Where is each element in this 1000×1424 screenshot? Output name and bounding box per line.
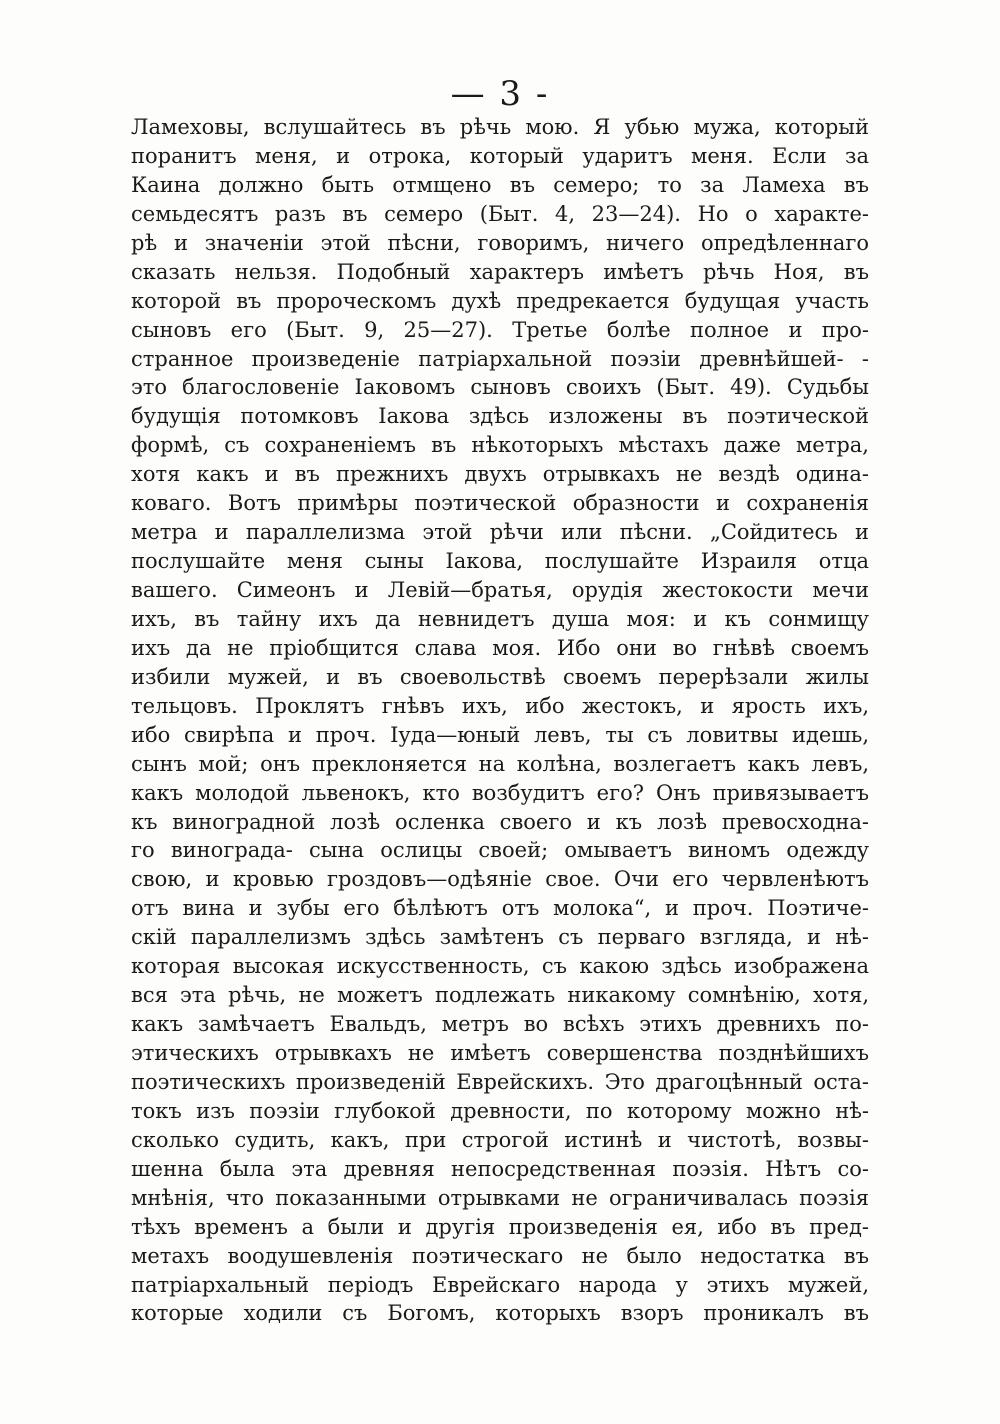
page-number: — 3 - — [450, 74, 550, 114]
text-line: вашего. Симеонъ и Левiй—братья, орудiя жестокости мечи — [131, 578, 869, 602]
text-line: отъ вина и зубы его бѣлѣютъ отъ молока“, и проч. Поэтиче- — [131, 896, 869, 921]
text-line: рѣ и значенiи этой пѣсни, говоримъ, ничего опредѣленнаго — [131, 230, 869, 255]
text-line: Каина должно быть отмщено въ семеро; то за Ламеха въ — [131, 172, 869, 197]
text-line: какъ замѣчаетъ Евальдъ, метръ во всѣхъ этихъ древнихъ по- — [131, 1012, 869, 1037]
text-line: семьдесятъ разъ въ семеро (Быт. 4, 23—24). Но о характе- — [131, 201, 869, 226]
text-line: го винограда- сына ослицы своей; омываетъ виномъ одежду — [131, 838, 869, 863]
text-line: вся эта рѣчь, не можетъ подлежать никакому сомнѣнiю, хотя, — [131, 983, 869, 1008]
text-line: это благословенiе Iаковомъ сыновъ своихъ (Быт. 49). Судьбы — [131, 375, 869, 400]
text-line: тельцовъ. Проклятъ гнѣвъ ихъ, ибо жестокъ, и ярость ихъ, — [131, 693, 869, 718]
text-line: сколько судить, какъ, при строгой истинѣ и чистотѣ, возвы- — [131, 1127, 869, 1152]
body-text — [131, 113, 869, 1328]
text-line: ихъ да не прiобщится слава моя. Ибо они во гнѣвѣ своемъ — [131, 635, 869, 660]
text-line: Ламеховы, вслушайтесь въ рѣчь мою. Я убью мужа, который — [131, 115, 869, 139]
text-line: скiй параллелизмъ здѣсь замѣтенъ съ перваго взгляда, и нѣ- — [131, 925, 869, 950]
text-line: которые ходили съ Богомъ, которыхъ взоръ проникалъ въ — [131, 1301, 869, 1326]
text-line: сказать нельзя. Подобный характеръ имѣетъ рѣчь Ноя, въ — [131, 259, 869, 284]
text-line: свою, и кровью гроздовъ—одѣянiе свое. Очи его червленѣютъ — [131, 867, 869, 892]
text-line: шенна была эта древняя непосредственная поэзiя. Нѣтъ со- — [131, 1156, 869, 1181]
text-line: какъ молодой львенокъ, кто возбудитъ его? Онъ привязываетъ — [131, 780, 869, 805]
text-line: которой въ пророческомъ духѣ предрекается будущая участь — [131, 288, 869, 313]
text-line: этическихъ отрывкахъ не имѣетъ совершенства позднѣйшихъ — [131, 1041, 869, 1065]
text-line: ибо свирѣпа и проч. Iуда—юный левъ, ты съ ловитвы идешь, — [131, 722, 869, 747]
text-line: сыновъ его (Быт. 9, 25—27). Третье болѣе полное и про- — [131, 317, 869, 342]
text-line: тѣхъ временъ а были и другiя произведенiя ея, ибо въ пред- — [131, 1214, 869, 1239]
text-line: формѣ, съ сохраненiемъ въ нѣкоторыхъ мѣстахъ даже метра, — [131, 433, 869, 458]
text-line: поэтическихъ произведенiй Еврейскихъ. Это драгоцѣнный оста- — [131, 1069, 869, 1094]
text-line: къ виноградной лозѣ осленка своего и къ лозѣ превосходна- — [131, 809, 869, 834]
text-line: странное произведенiе патрiархальной поэзiи древнѣйшей- - — [131, 346, 869, 371]
text-line: поранитъ меня, и отрока, который ударитъ меня. Если за — [131, 143, 869, 168]
text-line: метра и параллелизма этой рѣчи или пѣсни. „Сойдитесь и — [131, 520, 869, 545]
text-line: избили мужей, и въ своевольствѣ своемъ перерѣзали жилы — [131, 664, 869, 689]
text-line: патрiархальный перiодъ Еврейскаго народа у этихъ мужей, — [131, 1272, 869, 1297]
text-line: послушайте меня сыны Iакова, послушайте Израиля отца — [131, 549, 869, 574]
text-line: будущiя потомковъ Iакова здѣсь изложены въ поэтической — [131, 404, 869, 429]
text-line: коваго. Вотъ примѣры поэтической образности и сохраненiя — [131, 491, 869, 516]
text-line: сынъ мой; онъ преклоняется на колѣна, возлегаетъ какъ левъ, — [131, 751, 869, 776]
text-line: ихъ, въ тайну ихъ да невнидетъ душа моя: и къ сонмищу — [131, 606, 869, 631]
text-line: токъ изъ поэзiи глубокой древности, по которому можно нѣ- — [131, 1098, 869, 1123]
text-line: метахъ воодушевленiя поэтическаго не было недостатка въ — [131, 1243, 869, 1268]
text-line: хотя какъ и въ прежнихъ двухъ отрывкахъ не вездѣ одина- — [131, 462, 869, 487]
text-line: мнѣнiя, что показанными отрывками не ограничивалась поэзiя — [131, 1185, 869, 1210]
text-line: которая высокая искусственность, съ какою здѣсь изображена — [131, 954, 869, 979]
